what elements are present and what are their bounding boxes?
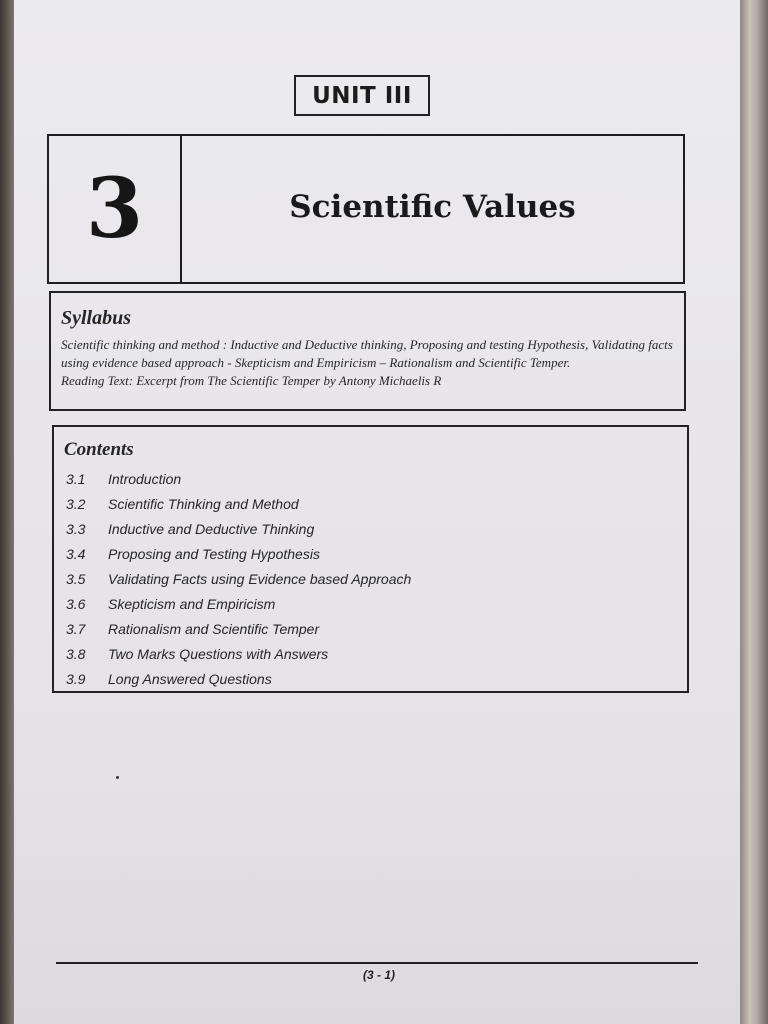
contents-list [64, 466, 677, 691]
contents-item [64, 666, 677, 691]
paper-speck [116, 776, 119, 779]
page-number: (3 - 1) [362, 968, 395, 982]
syllabus-text: Scientific thinking and method : Inductive and Deductive thinking, Proposing and testing Hypothesis, Validating facts using evidence based approach - Skepticism and Empiricism – Rationalism and Scientific Temper. [61, 337, 673, 370]
chapter-number: 3 [49, 136, 182, 282]
document-page [14, 0, 756, 1024]
unit-label: UNIT III [312, 82, 412, 109]
contents-item [64, 541, 677, 566]
unit-label-box [294, 75, 430, 116]
footer-rule [56, 962, 698, 964]
contents-item-number: 3.8 [66, 645, 86, 662]
contents-item-title: Skepticism and Empiricism [108, 595, 276, 612]
contents-item-number: 3.5 [66, 570, 86, 587]
contents-item-title: Long Answered Questions [108, 670, 272, 687]
contents-item [64, 566, 677, 591]
chapter-title: Scientific Values [289, 189, 576, 225]
contents-item-title: Introduction [108, 470, 182, 487]
contents-item [64, 516, 677, 541]
contents-item-number: 3.1 [66, 470, 86, 487]
contents-item-number: 3.3 [66, 520, 86, 537]
contents-item [64, 616, 677, 641]
contents-item [64, 466, 677, 491]
contents-item-title: Two Marks Questions with Answers [108, 645, 329, 662]
page-stack-edge [740, 0, 768, 1024]
syllabus-heading: Syllabus [61, 307, 132, 329]
contents-item [64, 591, 677, 616]
contents-item-number: 3.7 [66, 620, 86, 637]
contents-item-title: Scientific Thinking and Method [108, 495, 299, 512]
chapter-header [47, 134, 685, 284]
syllabus-reading-text: Reading Text: Excerpt from The Scientific Temper by Antony Michaelis R [61, 373, 442, 388]
contents-item-title: Inductive and Deductive Thinking [108, 520, 315, 537]
contents-item-number: 3.2 [66, 495, 86, 512]
contents-item-number: 3.9 [66, 670, 86, 687]
contents-item-title: Proposing and Testing Hypothesis [108, 545, 320, 562]
contents-section [52, 425, 689, 693]
contents-item-number: 3.4 [66, 545, 86, 562]
syllabus-section [49, 291, 686, 411]
contents-item [64, 641, 677, 666]
contents-item-title: Rationalism and Scientific Temper [108, 620, 320, 637]
contents-item [64, 491, 677, 516]
page-binding-shadow [0, 0, 14, 1024]
contents-heading: Contents [64, 439, 134, 460]
contents-item-number: 3.6 [66, 595, 86, 612]
contents-item-title: Validating Facts using Evidence based Approach [108, 570, 412, 587]
